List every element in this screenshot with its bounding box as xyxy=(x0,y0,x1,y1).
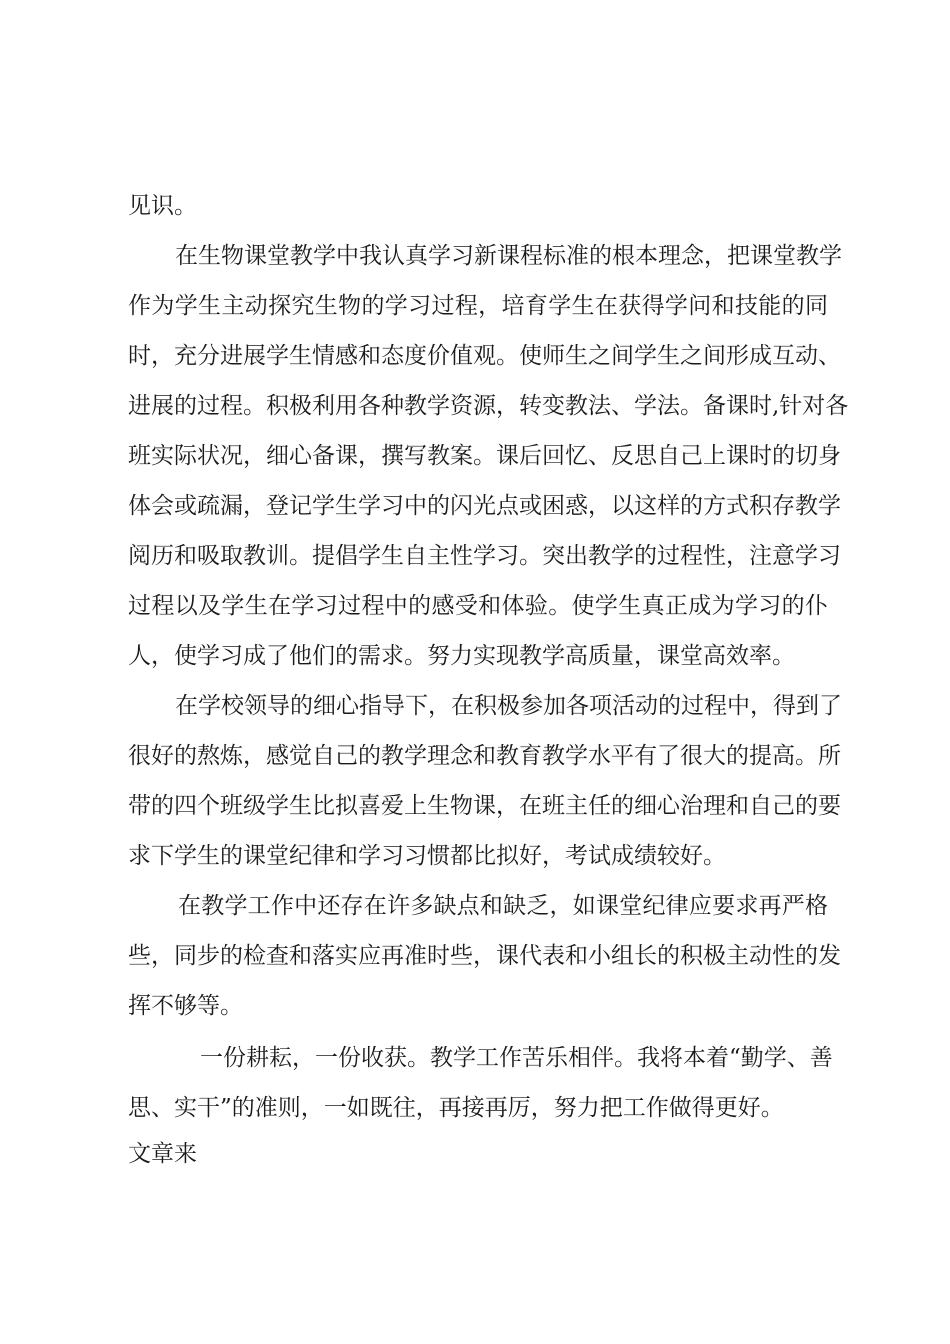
text-line: 带的四个班级学生比拟喜爱上生物课，在班主任的细心治理和自己的要 xyxy=(128,793,841,819)
text-line: 体会或疏漏，登记学生学习中的闪光点或困惑，以这样的方式积存教学 xyxy=(128,493,841,519)
text-line: 在生物课堂教学中我认真学习新课程标准的根本理念，把课堂教学 xyxy=(175,243,842,269)
text-line: 文章来 xyxy=(128,1141,197,1167)
text-line: 进展的过程。积极利用各种教学资源，转变教法、学法。备课时,针对各 xyxy=(128,393,849,419)
text-line: 挥不够等。 xyxy=(128,993,243,1019)
text-line: 作为学生主动探究生物的学习过程，培育学生在获得学问和技能的同 xyxy=(128,293,828,319)
text-line: 班实际状况，细心备课，撰写教案。课后回忆、反思自己上课时的切身 xyxy=(128,443,841,469)
text-line: 些，同步的检查和落实应再准时些，课代表和小组长的积极主动性的发 xyxy=(128,943,841,969)
text-line: 过程以及学生在学习过程中的感受和体验。使学生真正成为学习的仆 xyxy=(128,593,828,619)
text-line: 思、实干”的准则，一如既往，再接再厉，努力把工作做得更好。 xyxy=(128,1095,784,1121)
text-line: 很好的熬炼，感觉自己的教学理念和教育教学水平有了很大的提高。所 xyxy=(128,743,841,769)
text-line: 人，使学习成了他们的需求。努力实现教学高质量，课堂高效率。 xyxy=(128,643,795,669)
text-line: 时，充分进展学生情感和态度价值观。使师生之间学生之间形成互动、 xyxy=(128,343,841,369)
text-line: 在学校领导的细心指导下，在积极参加各项活动的过程中，得到了 xyxy=(175,693,842,719)
text-line: 求下学生的课堂纪律和学习习惯都比拟好，考试成绩较好。 xyxy=(128,843,726,869)
text-line: 见识。 xyxy=(128,193,197,219)
text-line: 在教学工作中还存在许多缺点和缺乏，如课堂纪律应要求再严格 xyxy=(178,893,828,919)
text-line: 一份耕耘，一份收获。教学工作苦乐相伴。我将本着“勤学、善 xyxy=(200,1045,833,1071)
text-line: 阅历和吸取教训。提倡学生自主性学习。突出教学的过程性，注意学习 xyxy=(128,543,841,569)
